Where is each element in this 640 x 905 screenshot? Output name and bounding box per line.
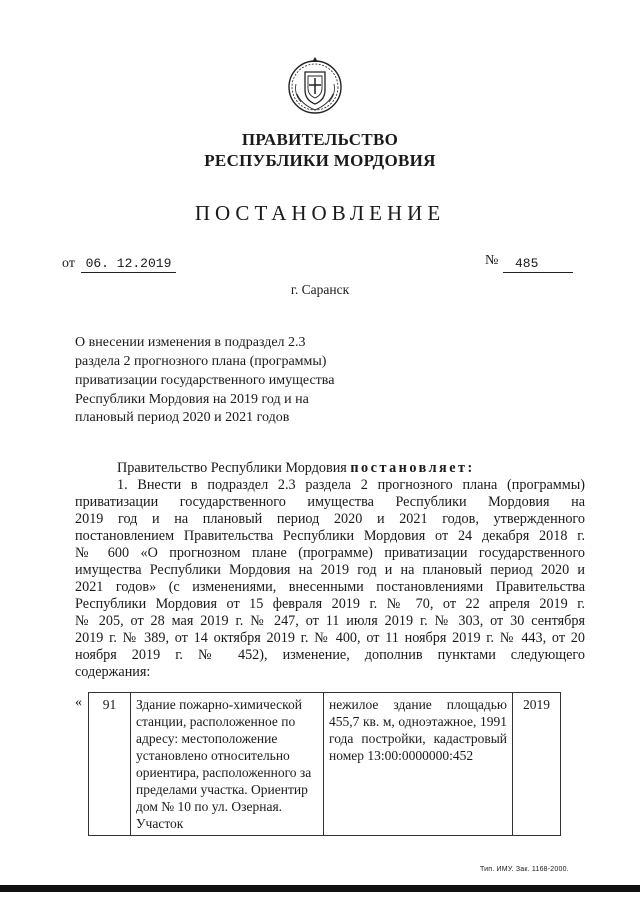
document-type-title: ПОСТАНОВЛЕНИЕ [194,201,446,225]
object-description-cell: нежилое здание площадью 455,7 кв. м, одноэтажное, 1991 года постройки, кадастровый номер 13:00:0000000:452 [324,693,513,836]
date-label: от [62,256,75,271]
number-value: 485 [503,256,573,273]
number-label: № [485,253,499,268]
printing-info: Тип. ИМУ. Зак. 1168-2000. [480,866,569,873]
coat-of-arms-emblem [287,54,343,118]
bottom-border-bar [0,885,640,892]
body-line: приватизации государственного имущества Республики Мордовия на [75,494,585,510]
year-cell: 2019 [513,693,561,836]
privatization-table [88,692,561,836]
date-value: 06. 12.2019 [81,256,176,273]
table-row [89,693,561,836]
body-line: постановлением Правительства Республики Мордовия от 24 декабря 2018 г. [75,528,585,544]
subject-line: приватизации государственного имущества [75,373,335,388]
resolution-keyword: постановляет: [350,460,475,476]
body-line: Республики Мордовия от 15 февраля 2019 г. № 70, от 22 апреля 2019 г. [75,596,585,612]
row-number-cell: 91 [89,693,131,836]
body-line: 1. Внести в подраздел 2.3 раздела 2 прогнозного плана (программы) [117,477,585,493]
subject-line: раздела 2 прогнозного плана (программы) [75,354,327,369]
resolution-intro-text: Правительство Республики Мордовия [117,460,351,476]
body-line: 2019 г. № 389, от 14 октября 2019 г. № 400, от 11 ноября 2019 г. № 443, от 20 [75,630,585,646]
resolution-intro [117,460,475,477]
body-line: содержания: [75,664,151,680]
body-line: имущества Республики Мордовия на 2019 год и на плановый период 2020 и [75,562,585,578]
organization-name-line2: РЕСПУБЛИКИ МОРДОВИЯ [204,151,436,170]
body-line: 2021 годов» (с изменениями, внесенными постановлениями Правительства [75,579,585,595]
body-line: ноября 2019 г. № 452), изменение, дополнив пунктами следующего [75,647,585,663]
object-name-cell: Здание пожарно-химической станции, расположенное по адресу: местоположение установлено относительно ориентира, расположенного за пределами участка. Ориентир дом № 10 по ул. Озерная. Участок [131,693,324,836]
city-name: г. Саранск [290,282,350,297]
subject-line: Республики Мордовия на 2019 год и на [75,392,309,407]
body-line: № 205, от 28 мая 2019 г. № 247, от 11 июля 2019 г. № 303, от 30 сентября [75,613,585,629]
body-line: № 600 «О прогнозном плане (программе) приватизации государственного [75,545,585,561]
opening-quote: « [75,695,82,710]
subject-line: О внесении изменения в подраздел 2.3 [75,335,306,350]
body-line: 2019 год и на плановый период 2020 и 2021 годов, утвержденного [75,511,585,527]
subject-line: плановый период 2020 и 2021 годов [75,410,290,425]
organization-name-line1: ПРАВИТЕЛЬСТВО [241,130,399,149]
